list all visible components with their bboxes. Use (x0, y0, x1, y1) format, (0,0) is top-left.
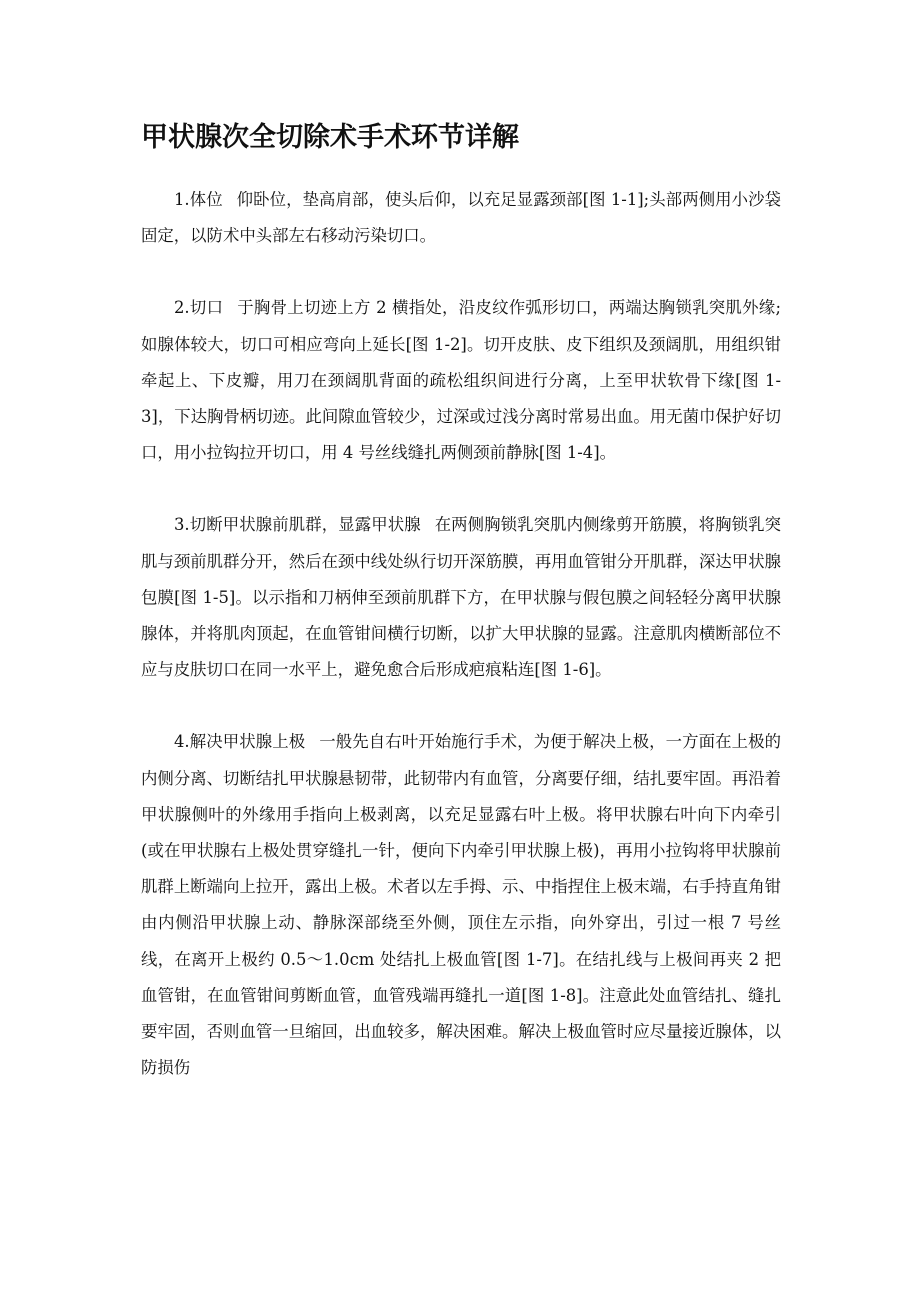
section-text: 于胸骨上切迹上方 2 横指处，沿皮纹作弧形切口，两端达胸锁乳突肌外缘;如腺体较大，切口可相应弯向上延长[图 1-2]。切开皮肤、皮下组织及颈阔肌，用组织钳牵起上、下皮瓣，用刀在颈阔肌背面的疏松组织间进行分离，上至甲状软骨下缘[图 1-3]，下达胸骨柄切迹。此间隙血管较少，过深或过浅分离时常易出血。用无菌巾保护好切口，用小拉钩拉开切口，用 4 号丝线缝扎两侧颈前静脉[图 1-4]。 (141, 298, 781, 463)
section-heading: 1.体位 (174, 190, 223, 209)
section-heading: 2.切口 (174, 298, 224, 318)
section-position (141, 182, 781, 254)
section-text: 在两侧胸锁乳突肌内侧缘剪开筋膜，将胸锁乳突肌与颈前肌群分开，然后在颈中线处纵行切开深筋膜，再用血管钳分开肌群，深达甲状腺包膜[图 1-5]。以示指和刀柄伸至颈前肌群下方，在甲状腺与假包膜之间轻轻分离甲状腺腺体，并将肌肉顶起，在血管钳间横行切断，以扩大甲状腺的显露。注意肌肉横断部位不应与皮肤切口在同一水平上，避免愈合后形成疤痕粘连[图 1-6]。 (141, 515, 781, 680)
document-body (141, 182, 781, 1122)
section-text: 一般先自右叶开始施行手术，为便于解决上极，一方面在上极的内侧分离、切断结扎甲状腺悬韧带，此韧带内有血管，分离要仔细，结扎要牢固。再沿着甲状腺侧叶的外缘用手指向上极剥离，以充足显露右叶上极。将甲状腺右叶向下内牵引(或在甲状腺右上极处贯穿缝扎一针，便向下内牵引甲状腺上极)，再用小拉钩将甲状腺前肌群上断端向上拉开，露出上极。术者以左手拇、示、中指捏住上极末端，右手持直角钳由内侧沿甲状腺上动、静脉深部绕至外侧，顶住左示指，向外穿出，引过一根 7 号丝线，在离开上极约 0.5～1.0cm 处结扎上极血管[图 1-7]。在结扎线与上极间再夹 2 把血管钳，在血管钳间剪断血管，血管残端再缝扎一道[图 1-8]。注意此处血管结扎、缝扎要牢固，否则血管一旦缩回，出血较多，解决困难。解决上极血管时应尽量接近腺体，以防损伤 (141, 732, 781, 1078)
section-upper-pole (141, 724, 781, 1086)
section-text: 仰卧位，垫高肩部，使头后仰，以充足显露颈部[图 1-1];头部两侧用小沙袋固定，以防术中头部左右移动污染切口。 (141, 190, 781, 246)
section-muscle-division (141, 507, 781, 688)
document-title: 甲状腺次全切除术手术环节详解 (141, 122, 519, 153)
section-incision (141, 290, 781, 471)
section-heading: 4.解决甲状腺上极 (174, 732, 306, 752)
section-heading: 3.切断甲状腺前肌群，显露甲状腺 (174, 515, 421, 535)
